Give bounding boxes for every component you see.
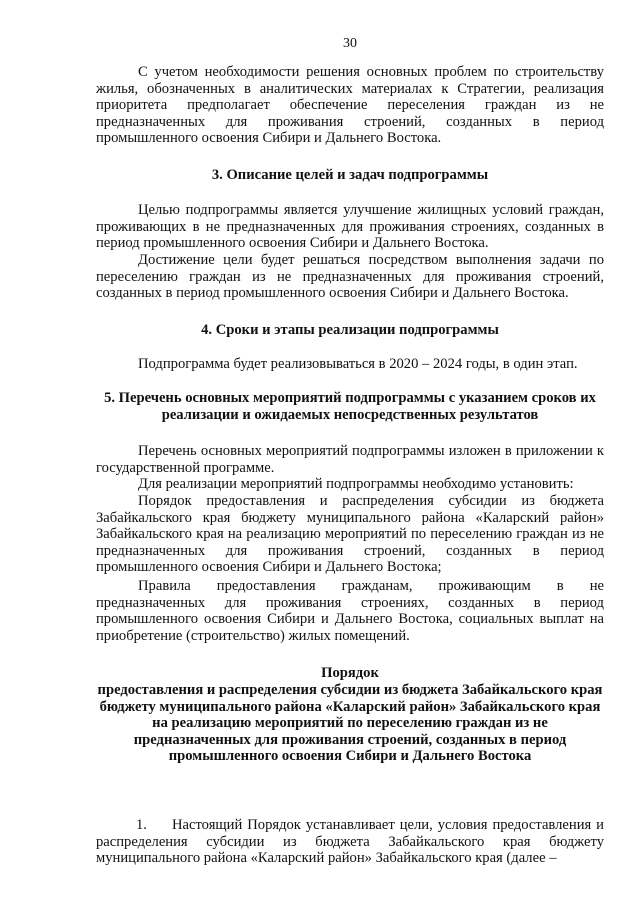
section-5-paragraph-4: Правила предоставления гражданам, проживающим в не предназначенных для проживания строениях, созданных в период промышленного освоения Сибири и Дальнего Востока, социальных выплат на приобретение (строительство) жилых помещений. (96, 578, 604, 644)
section-5-paragraph-2: Для реализации мероприятий подпрограммы необходимо установить: (138, 476, 574, 492)
procedure-item-1-number: 1. (136, 817, 147, 833)
section-5-heading: 5. Перечень основных мероприятий подпрограммы с указанием сроков их реализации и ожидаемых непосредственных результатов (104, 390, 596, 423)
section-3-heading: 3. Описание целей и задач подпрограммы (211, 167, 489, 183)
procedure-item-1 (96, 817, 604, 867)
procedure-title: Порядок (321, 665, 379, 681)
intro-paragraph: С учетом необходимости решения основных проблем по строительству жилья, обозначенных в аналитических материалах к Стратегии, реализация приоритета предполагает обеспечение переселения граждан из не предназначенных для проживания строений, созданных в период промышленного освоения Сибири и Дальнего Востока. (96, 64, 604, 147)
section-3-paragraph-1: Целью подпрограммы является улучшение жилищных условий граждан, проживающих в не предназначенных для проживания строениях, созданных в период промышленного освоения Сибири и Дальнего Востока. (96, 202, 604, 252)
page-number: 30 (343, 36, 357, 51)
section-4-text: Подпрограмма будет реализовываться в 2020 – 2024 годы, в один этап. (138, 356, 578, 372)
section-4-heading: 4. Сроки и этапы реализации подпрограммы (201, 322, 499, 338)
section-3-paragraph-2: Достижение цели будет решаться посредством выполнения задачи по переселению граждан из не предназначенных для проживания строений, созданных в период промышленного освоения Сибири и Дальнего Востока. (96, 252, 604, 302)
section-5-paragraph-1: Перечень основных мероприятий подпрограммы изложен в приложении к государственной программе. (96, 443, 604, 476)
procedure-subtitle: предоставления и распределения субсидии из бюджета Забайкальского края бюджету муниципального района «Каларский район» Забайкальского края на реализацию мероприятий по переселению граждан из не предназначенных для проживания строений, созданных в период промышленного освоения Сибири и Дальнего Востока (97, 682, 603, 765)
procedure-item-1-text: Настоящий Порядок устанавливает цели, условия предоставления и распределения субсидии из бюджета Забайкальского края бюджету муниципального района «Каларский район» Забайкальского края (далее – (96, 817, 604, 867)
section-5-paragraph-3: Порядок предоставления и распределения субсидии из бюджета Забайкальского края бюджету муниципального района «Каларский район» Забайкальского края на реализацию мероприятий по переселению граждан из не предназначенных для проживания строений, созданных в период промышленного освоения Сибири и Дальнего Востока; (96, 493, 604, 576)
